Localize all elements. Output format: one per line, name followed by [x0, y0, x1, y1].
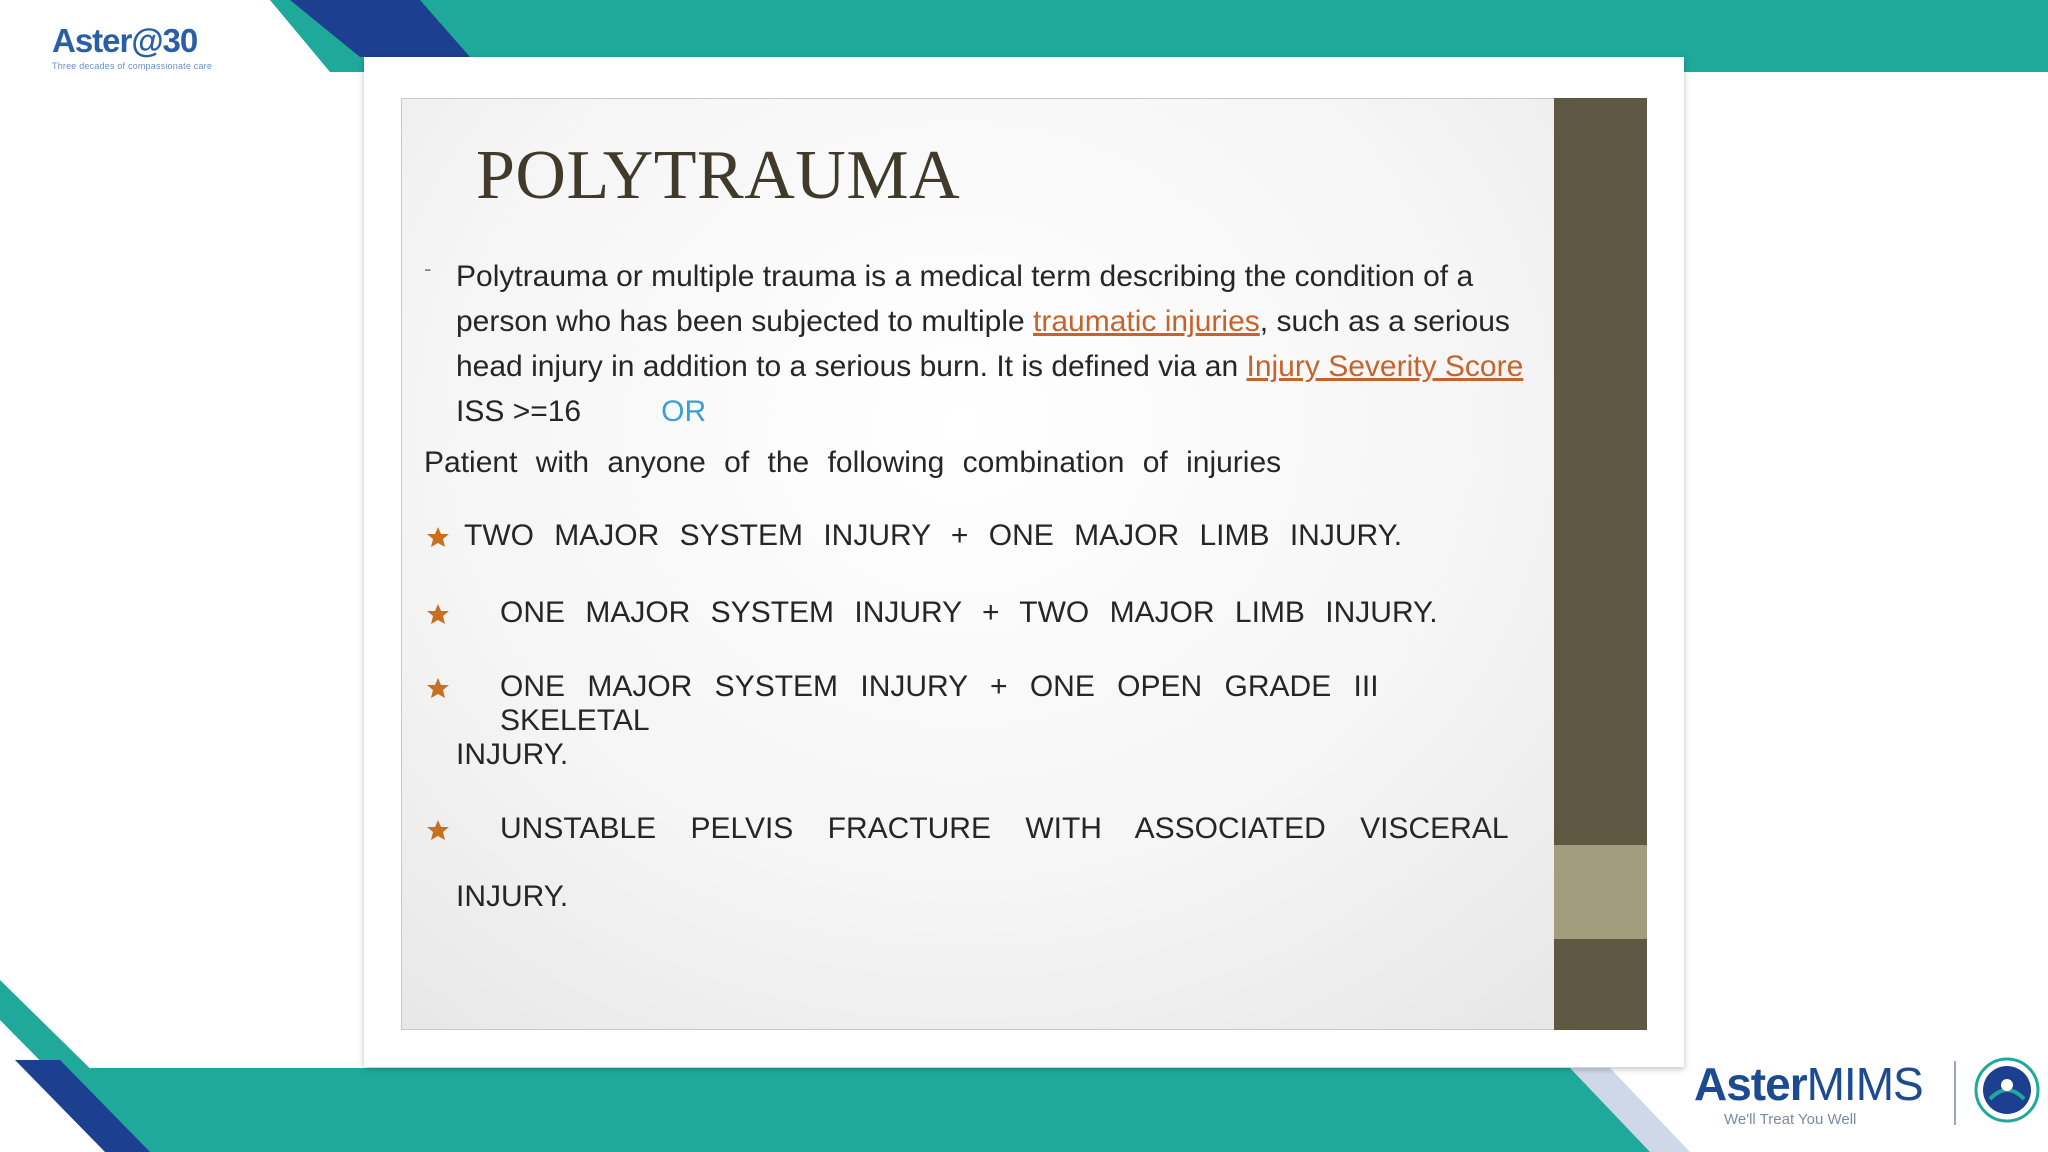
orange-bullet-icon [426, 677, 450, 701]
aster30-logo-tagline: Three decades of compassionate care [52, 61, 213, 71]
traumatic-injuries-link[interactable]: traumatic injuries [1033, 305, 1260, 338]
aster-mims-logo-name [1694, 1057, 1923, 1111]
aster-emblem-icon [1972, 1055, 2042, 1125]
injury-combination-3: ONE MAJOR SYSTEM INJURY + ONE OPEN GRADE III SKELETAL [500, 670, 1379, 737]
definition-paragraph [456, 254, 1536, 434]
slide-canvas [401, 98, 1647, 1030]
injury-combination-1: TWO MAJOR SYSTEM INJURY + ONE MAJOR LIMB INJURY. [464, 519, 1403, 552]
injury-combination-4: UNSTABLE PELVIS FRACTURE WITH ASSOCIATED VISCERAL [500, 812, 1509, 845]
paragraph-text-3: ISS >=16 [456, 395, 582, 428]
paragraph-text-2: , such as a serious head injury in addition to a serious burn. It is defined via an [456, 305, 1510, 383]
paragraph-text-1: Polytrauma or multiple trauma is a medical term describing the condition of a person who has been subjected to multiple [456, 260, 1474, 338]
aster-mims-logo-tagline: We'll Treat You Well [1724, 1111, 1857, 1128]
orange-bullet-icon [426, 819, 450, 843]
orange-bullet-icon [426, 526, 450, 550]
combination-intro: Patient with anyone of the following combination of injuries [424, 446, 1282, 479]
injury-combination-2: ONE MAJOR SYSTEM INJURY + TWO MAJOR LIMB INJURY. [500, 596, 1438, 629]
injury-combination-4-continued: INJURY. [456, 880, 569, 913]
injury-combination-3-continued: INJURY. [456, 738, 569, 771]
aster30-logo [52, 22, 252, 82]
aster-mims-logo-bold: Aster [1694, 1058, 1807, 1110]
slide-title: POLYTRAUMA [476, 137, 961, 214]
aster-mims-logo [1694, 1035, 2048, 1152]
logo-divider [1954, 1061, 1956, 1125]
aster-mims-logo-light: MIMS [1806, 1058, 1923, 1110]
orange-bullet-icon [426, 603, 450, 627]
bottom-teal-band [90, 1068, 1660, 1152]
injury-severity-score-link[interactable]: Injury Severity Score [1246, 350, 1524, 383]
aster30-logo-text: Aster@30 [52, 22, 198, 59]
slide-side-bar-accent [1554, 845, 1647, 939]
paragraph-bullet: - [424, 256, 432, 281]
or-label: OR [661, 395, 707, 428]
